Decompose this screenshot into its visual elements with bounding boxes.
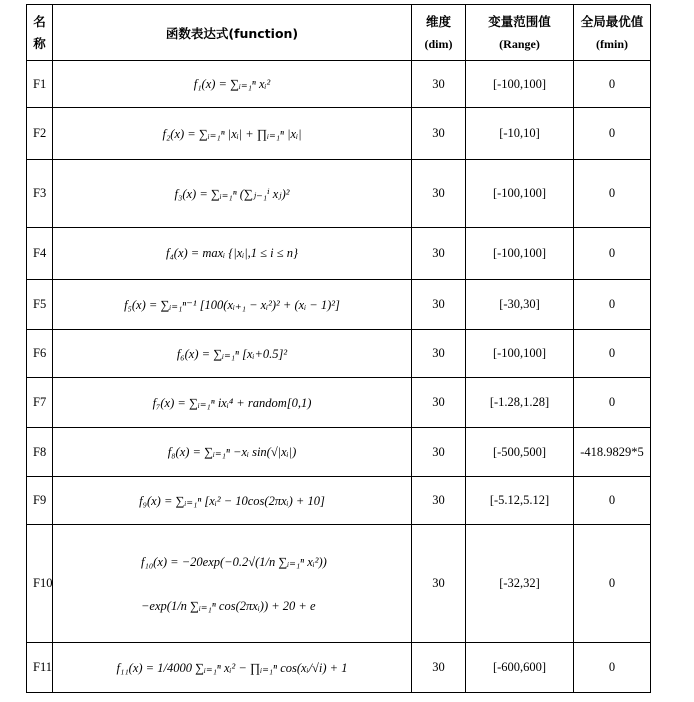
header-name-line2: 称 [33, 35, 46, 51]
fmin-value: 0 [574, 61, 651, 108]
dim-value: 30 [412, 378, 466, 428]
function-formula: f₃(x) = ∑ᵢ₌₁ⁿ (∑ⱼ₋₁ⁱ xⱼ)² [53, 160, 412, 228]
function-name: F7 [27, 378, 53, 428]
header-fmin-line1: 全局最优值 [580, 13, 644, 29]
range-value: [-100,100] [466, 160, 574, 228]
function-name: F10 [27, 525, 53, 643]
function-formula-line1: f₁₀(x) = −20exp(−0.2√(1/n ∑ᵢ₌₁ⁿ xᵢ²)) [141, 554, 327, 569]
fmin-value: 0 [574, 228, 651, 280]
dim-value: 30 [412, 280, 466, 330]
dim-value: 30 [412, 228, 466, 280]
range-value: [-600,600] [466, 643, 574, 693]
header-range [466, 5, 574, 61]
dim-value: 30 [412, 160, 466, 228]
header-row [27, 5, 651, 61]
header-dim [412, 5, 466, 61]
range-value: [-500,500] [466, 428, 574, 477]
header-name-line1: 名 [33, 13, 46, 29]
header-dim-line1: 维度 [425, 13, 451, 29]
fmin-value: 0 [574, 160, 651, 228]
table-row [27, 108, 651, 160]
dim-value: 30 [412, 525, 466, 643]
function-formula [53, 525, 412, 643]
header-fmin-line2: (fmin) [596, 36, 628, 51]
table-row [27, 378, 651, 428]
function-formula: f₄(x) = maxᵢ {|xᵢ|,1 ≤ i ≤ n} [53, 228, 412, 280]
dim-value: 30 [412, 108, 466, 160]
range-value: [-1.28,1.28] [466, 378, 574, 428]
table-row [27, 477, 651, 525]
fmin-value: 0 [574, 643, 651, 693]
function-name: F5 [27, 280, 53, 330]
fmin-value: -418.9829*5 [574, 428, 651, 477]
table-row [27, 428, 651, 477]
range-value: [-32,32] [466, 525, 574, 643]
function-formula: f₈(x) = ∑ᵢ₌₁ⁿ −xᵢ sin(√|xᵢ|) [53, 428, 412, 477]
dim-value: 30 [412, 477, 466, 525]
function-formula-line2: −exp(1/n ∑ᵢ₌₁ⁿ cos(2πxᵢ)) + 20 + e [141, 598, 316, 613]
function-formula: f₆(x) = ∑ᵢ₌₁ⁿ [xᵢ+0.5]² [53, 330, 412, 378]
header-range-line1: 变量范围值 [488, 13, 551, 29]
dim-value: 30 [412, 428, 466, 477]
header-range-line2: (Range) [499, 36, 540, 51]
function-name: F4 [27, 228, 53, 280]
function-name: F8 [27, 428, 53, 477]
function-name: F2 [27, 108, 53, 160]
fmin-value: 0 [574, 280, 651, 330]
table-row [27, 160, 651, 228]
table-row [27, 643, 651, 693]
header-dim-line2: (dim) [424, 36, 453, 51]
table-row [27, 330, 651, 378]
function-name: F11 [27, 643, 53, 693]
header-function: 函数表达式(function) [53, 5, 412, 61]
dim-value: 30 [412, 330, 466, 378]
function-name: F1 [27, 61, 53, 108]
function-name: F6 [27, 330, 53, 378]
range-value: [-100,100] [466, 330, 574, 378]
table-row [27, 228, 651, 280]
range-value: [-10,10] [466, 108, 574, 160]
table-row [27, 280, 651, 330]
benchmark-functions-table [26, 4, 651, 693]
range-value: [-100,100] [466, 61, 574, 108]
range-value: [-30,30] [466, 280, 574, 330]
fmin-value: 0 [574, 525, 651, 643]
dim-value: 30 [412, 61, 466, 108]
function-formula: f₇(x) = ∑ᵢ₌₁ⁿ ixᵢ⁴ + random[0,1) [53, 378, 412, 428]
range-value: [-100,100] [466, 228, 574, 280]
range-value: [-5.12,5.12] [466, 477, 574, 525]
fmin-value: 0 [574, 330, 651, 378]
function-name: F3 [27, 160, 53, 228]
header-name [27, 5, 53, 61]
fmin-value: 0 [574, 378, 651, 428]
table-row [27, 61, 651, 108]
function-formula: f₂(x) = ∑ᵢ₌₁ⁿ |xᵢ| + ∏ᵢ₌₁ⁿ |xᵢ| [53, 108, 412, 160]
function-formula: f₅(x) = ∑ᵢ₌₁ⁿ⁻¹ [100(xᵢ₊₁ − xᵢ²)² + (xᵢ − 1)²] [53, 280, 412, 330]
function-formula: f₁₁(x) = 1/4000 ∑ᵢ₌₁ⁿ xᵢ² − ∏ᵢ₌₁ⁿ cos(xᵢ/√i) + 1 [53, 643, 412, 693]
function-formula: f₉(x) = ∑ᵢ₌₁ⁿ [xᵢ² − 10cos(2πxᵢ) + 10] [53, 477, 412, 525]
function-formula: f₁(x) = ∑ᵢ₌₁ⁿ xᵢ² [53, 61, 412, 108]
function-name: F9 [27, 477, 53, 525]
header-fmin [574, 5, 651, 61]
dim-value: 30 [412, 643, 466, 693]
fmin-value: 0 [574, 477, 651, 525]
fmin-value: 0 [574, 108, 651, 160]
table-row [27, 525, 651, 643]
